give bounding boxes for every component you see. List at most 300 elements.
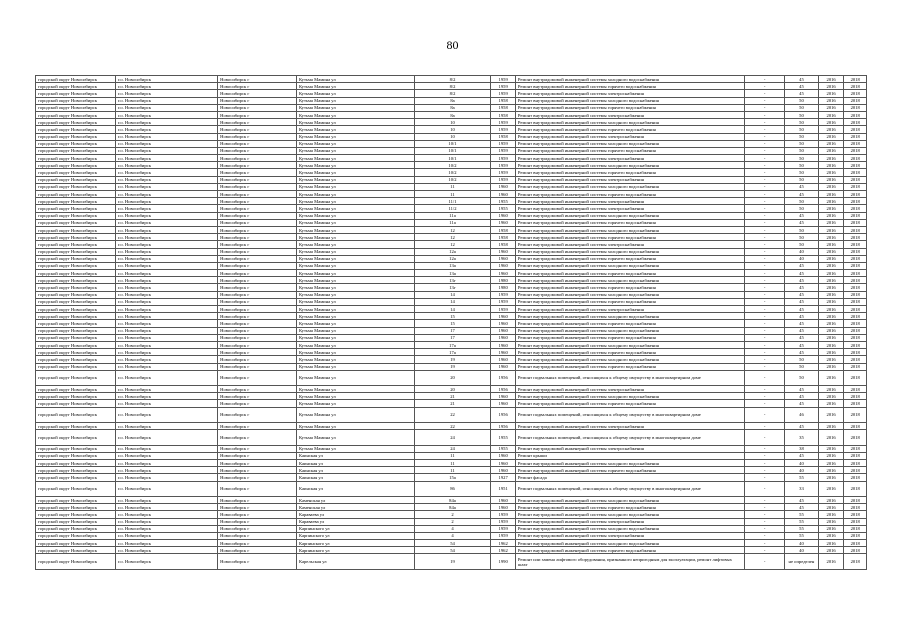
settlement-cell: г.о. Новосибирск	[115, 363, 217, 370]
work-type-cell: Ремонт внутридомовой инженерной системы горячего водоснабжения	[515, 363, 744, 370]
municipality-cell: городской округ Новосибирск	[36, 481, 116, 496]
municipality-cell: городской округ Новосибирск	[36, 474, 116, 481]
street-cell: Кутьма Мамина ул	[296, 133, 414, 140]
table-row	[36, 341, 867, 348]
work-type-cell: Ремонт внутридомовой инженерной системы электроснабжения	[515, 198, 744, 205]
end-year-cell: 2018	[844, 306, 867, 313]
city-cell: Новосибирск г	[218, 76, 297, 83]
settlement-cell: г.о. Новосибирск	[115, 90, 217, 97]
end-year-cell: 2018	[844, 234, 867, 241]
settlement-cell: г.о. Новосибирск	[115, 400, 217, 407]
end-year-cell: 2018	[844, 126, 867, 133]
start-year-cell: 2016	[818, 126, 844, 133]
city-cell: Новосибирск г	[218, 400, 297, 407]
start-year-cell: 2016	[818, 234, 844, 241]
house-number-cell: 13г	[414, 277, 491, 284]
extra-cell: -	[745, 291, 785, 298]
table-row	[36, 270, 867, 277]
table-row	[36, 298, 867, 305]
municipality-cell: городской округ Новосибирск	[36, 162, 116, 169]
house-number-cell: 8а	[414, 97, 491, 104]
work-type-cell: Ремонт внутридомовой инженерной системы горячего водоснабжения	[515, 169, 744, 176]
start-year-cell: 2016	[818, 518, 844, 525]
house-number-cell: 13г	[414, 284, 491, 291]
settlement-cell: г.о. Новосибирск	[115, 341, 217, 348]
settlement-cell: г.о. Новосибирск	[115, 540, 217, 547]
settlement-cell: г.о. Новосибирск	[115, 284, 217, 291]
street-cell: Кутьма Мамина ул	[296, 119, 414, 126]
start-year-cell: 2016	[818, 97, 844, 104]
settlement-cell: г.о. Новосибирск	[115, 554, 217, 569]
street-cell: Кутьма Мамина ул	[296, 284, 414, 291]
settlement-cell: г.о. Новосибирск	[115, 474, 217, 481]
street-cell: Кутьма Мамина ул	[296, 83, 414, 90]
end-year-cell: 2018	[844, 270, 867, 277]
work-type-cell: Ремонт внутридомовой инженерной системы горячего водоснабжения	[515, 547, 744, 554]
table-row	[36, 191, 867, 198]
wear-percent-cell: 45	[785, 83, 819, 90]
table-row	[36, 393, 867, 400]
city-cell: Новосибирск г	[218, 393, 297, 400]
street-cell: Кутьма Мамина ул	[296, 147, 414, 154]
settlement-cell: г.о. Новосибирск	[115, 504, 217, 511]
table-row	[36, 248, 867, 255]
work-type-cell: Ремонт внутридомовой инженерной системы электроснабжения	[515, 176, 744, 183]
house-number-cell: 12	[414, 241, 491, 248]
extra-cell: -	[745, 262, 785, 269]
municipality-cell: городской округ Новосибирск	[36, 234, 116, 241]
end-year-cell: 2018	[844, 554, 867, 569]
end-year-cell: 2018	[844, 198, 867, 205]
end-year-cell: 2018	[844, 327, 867, 334]
wear-percent-cell: 50	[785, 155, 819, 162]
table-row	[36, 83, 867, 90]
build-year-cell: 1956	[491, 370, 516, 385]
table-body	[36, 76, 867, 570]
street-cell: Кутьма Мамина ул	[296, 111, 414, 118]
extra-cell: -	[745, 467, 785, 474]
street-cell: Кутьма Мамина ул	[296, 327, 414, 334]
work-type-cell: Ремонт внутридомовой инженерной системы холодного водоснабжения	[515, 341, 744, 348]
wear-percent-cell: 50	[785, 97, 819, 104]
work-type-cell: Ремонт внутридомовой инженерной системы горячего водоснабжения	[515, 104, 744, 111]
work-type-cell: Ремонт внутридомовой инженерной системы холодного водоснабжения	[515, 248, 744, 255]
settlement-cell: г.о. Новосибирск	[115, 356, 217, 363]
street-cell: Кутьма Мамина ул	[296, 198, 414, 205]
start-year-cell: 2016	[818, 140, 844, 147]
city-cell: Новосибирск г	[218, 423, 297, 430]
house-number-cell: 10/2	[414, 169, 491, 176]
table-row	[36, 407, 867, 422]
table-row	[36, 313, 867, 320]
start-year-cell: 2016	[818, 119, 844, 126]
settlement-cell: г.о. Новосибирск	[115, 176, 217, 183]
wear-percent-cell: 45	[785, 313, 819, 320]
build-year-cell: 1959	[491, 298, 516, 305]
wear-percent-cell: 45	[785, 386, 819, 393]
extra-cell: -	[745, 226, 785, 233]
work-type-cell: Ремонт внутридомовой инженерной системы холодного водоснабжения	[515, 119, 744, 126]
work-type-cell: Ремонт внутридомовой инженерной системы электроснабжения	[515, 306, 744, 313]
municipality-cell: городской округ Новосибирск	[36, 334, 116, 341]
extra-cell: -	[745, 212, 785, 219]
city-cell: Новосибирск г	[218, 386, 297, 393]
municipality-cell: городской округ Новосибирск	[36, 183, 116, 190]
start-year-cell: 2016	[818, 162, 844, 169]
start-year-cell: 2016	[818, 169, 844, 176]
start-year-cell: 2016	[818, 370, 844, 385]
street-cell: Кутьма Мамина ул	[296, 363, 414, 370]
street-cell: Кутьма Мамина ул	[296, 291, 414, 298]
wear-percent-cell: 45	[785, 306, 819, 313]
end-year-cell: 2018	[844, 320, 867, 327]
municipality-cell: городской округ Новосибирск	[36, 554, 116, 569]
street-cell: Кутьма Мамина ул	[296, 140, 414, 147]
wear-percent-cell: 45	[785, 212, 819, 219]
city-cell: Новосибирск г	[218, 467, 297, 474]
city-cell: Новосибирск г	[218, 430, 297, 445]
wear-percent-cell: 55	[785, 532, 819, 539]
city-cell: Новосибирск г	[218, 474, 297, 481]
end-year-cell: 2018	[844, 511, 867, 518]
municipality-cell: городской округ Новосибирск	[36, 452, 116, 459]
start-year-cell: 2016	[818, 481, 844, 496]
municipality-cell: городской округ Новосибирск	[36, 298, 116, 305]
extra-cell: -	[745, 83, 785, 90]
build-year-cell: 1956	[491, 386, 516, 393]
start-year-cell: 2016	[818, 504, 844, 511]
table-row	[36, 262, 867, 269]
table-row	[36, 212, 867, 219]
end-year-cell: 2018	[844, 386, 867, 393]
start-year-cell: 2016	[818, 104, 844, 111]
street-cell: Карпинского ул	[296, 547, 414, 554]
municipality-cell: городской округ Новосибирск	[36, 169, 116, 176]
house-number-cell: 11/1	[414, 198, 491, 205]
wear-percent-cell: 45	[785, 334, 819, 341]
end-year-cell: 2018	[844, 341, 867, 348]
wear-percent-cell: 45	[785, 423, 819, 430]
table-row	[36, 386, 867, 393]
start-year-cell: 2016	[818, 400, 844, 407]
table-row	[36, 277, 867, 284]
extra-cell: -	[745, 104, 785, 111]
city-cell: Новосибирск г	[218, 313, 297, 320]
end-year-cell: 2018	[844, 133, 867, 140]
wear-percent-cell: 50	[785, 126, 819, 133]
wear-percent-cell: 50	[785, 119, 819, 126]
city-cell: Новосибирск г	[218, 540, 297, 547]
table-row	[36, 291, 867, 298]
street-cell: Кутьма Мамина ул	[296, 255, 414, 262]
build-year-cell: 1958	[491, 234, 516, 241]
build-year-cell: 1959	[491, 90, 516, 97]
street-cell: Кутьма Мамина ул	[296, 313, 414, 320]
end-year-cell: 2018	[844, 547, 867, 554]
house-number-cell: 4	[414, 532, 491, 539]
build-year-cell: 1958	[491, 104, 516, 111]
settlement-cell: г.о. Новосибирск	[115, 226, 217, 233]
settlement-cell: г.о. Новосибирск	[115, 97, 217, 104]
house-number-cell: 19	[414, 363, 491, 370]
table-row	[36, 532, 867, 539]
start-year-cell: 2016	[818, 525, 844, 532]
house-number-cell: 10	[414, 126, 491, 133]
end-year-cell: 2018	[844, 147, 867, 154]
street-cell: Кутьма Мамина ул	[296, 277, 414, 284]
extra-cell: -	[745, 504, 785, 511]
municipality-cell: городской округ Новосибирск	[36, 547, 116, 554]
work-type-cell: Ремонт внутридомовой инженерной системы горячего водоснабжения	[515, 83, 744, 90]
house-number-cell: 11	[414, 191, 491, 198]
build-year-cell: 1959	[491, 532, 516, 539]
house-number-cell: 12	[414, 226, 491, 233]
work-type-cell: Ремонт внутридомовой инженерной системы горячего водоснабжения	[515, 334, 744, 341]
street-cell: Карпинского ул	[296, 532, 414, 539]
table-row	[36, 481, 867, 496]
build-year-cell: 1960	[491, 191, 516, 198]
work-type-cell: Ремонт внутридомовой инженерной системы холодного водоснабжения	[515, 525, 744, 532]
build-year-cell: 1960	[491, 459, 516, 466]
city-cell: Новосибирск г	[218, 407, 297, 422]
street-cell: Кутьма Мамина ул	[296, 334, 414, 341]
table-row	[36, 349, 867, 356]
extra-cell: -	[745, 445, 785, 452]
work-type-cell: Ремонт внутридомовой инженерной системы холодного водоснабжения	[515, 540, 744, 547]
build-year-cell: 1959	[491, 176, 516, 183]
start-year-cell: 2016	[818, 277, 844, 284]
end-year-cell: 2018	[844, 393, 867, 400]
city-cell: Новосибирск г	[218, 554, 297, 569]
build-year-cell: 1990	[491, 554, 516, 569]
end-year-cell: 2018	[844, 97, 867, 104]
street-cell: Кутьма Мамина ул	[296, 90, 414, 97]
settlement-cell: г.о. Новосибирск	[115, 147, 217, 154]
work-type-cell: Ремонт внутридомовой инженерной системы электроснабжения	[515, 241, 744, 248]
work-type-cell: Ремонт внутридомовой инженерной системы холодного водоснабжения	[515, 140, 744, 147]
street-cell: Кутьма Мамина ул	[296, 349, 414, 356]
work-type-cell: Ремонт внутридомовой инженерной системы электроснабжения	[515, 133, 744, 140]
wear-percent-cell: 45	[785, 76, 819, 83]
start-year-cell: 2016	[818, 176, 844, 183]
table-row	[36, 518, 867, 525]
municipality-cell: городской округ Новосибирск	[36, 313, 116, 320]
page-number: 80	[446, 38, 459, 52]
work-type-cell: Ремонт внутридомовой инженерной системы горячего водоснабжения	[515, 270, 744, 277]
extra-cell: -	[745, 191, 785, 198]
extra-cell: -	[745, 430, 785, 445]
street-cell: Каинская ул	[296, 459, 414, 466]
house-number-cell: 13а	[414, 270, 491, 277]
extra-cell: -	[745, 90, 785, 97]
build-year-cell: 1956	[491, 407, 516, 422]
city-cell: Новосибирск г	[218, 219, 297, 226]
work-type-cell: Ремонт внутридомовой инженерной системы электроснабжения	[515, 386, 744, 393]
city-cell: Новосибирск г	[218, 452, 297, 459]
build-year-cell: 1959	[491, 119, 516, 126]
city-cell: Новосибирск г	[218, 97, 297, 104]
table-row	[36, 219, 867, 226]
wear-percent-cell: 38	[785, 445, 819, 452]
street-cell: Кутьма Мамина ул	[296, 191, 414, 198]
street-cell: Кутьма Мамина ул	[296, 356, 414, 363]
work-type-cell: Ремонт внутридомовой инженерной системы электроснабжения	[515, 205, 744, 212]
end-year-cell: 2018	[844, 226, 867, 233]
table-row	[36, 111, 867, 118]
extra-cell: -	[745, 183, 785, 190]
build-year-cell: 1980	[491, 284, 516, 291]
end-year-cell: 2018	[844, 212, 867, 219]
settlement-cell: г.о. Новосибирск	[115, 518, 217, 525]
work-type-cell: Ремонт внутридомовой инженерной системы горячего водоснабжения	[515, 147, 744, 154]
settlement-cell: г.о. Новосибирск	[115, 234, 217, 241]
table-row	[36, 90, 867, 97]
build-year-cell: 1959	[491, 518, 516, 525]
work-type-cell: Ремонт внутридомовой инженерной системы холодного водоснабжения	[515, 356, 744, 363]
municipality-cell: городской округ Новосибирск	[36, 147, 116, 154]
table-row	[36, 370, 867, 385]
table-row	[36, 147, 867, 154]
work-type-cell: Ремонт внутридомовой инженерной системы горячего водоснабжения	[515, 349, 744, 356]
street-cell: Кутьма Мамина ул	[296, 205, 414, 212]
end-year-cell: 2018	[844, 183, 867, 190]
wear-percent-cell: не определен	[785, 554, 819, 569]
end-year-cell: 2018	[844, 452, 867, 459]
extra-cell: -	[745, 547, 785, 554]
municipality-cell: городской округ Новосибирск	[36, 363, 116, 370]
end-year-cell: 2018	[844, 284, 867, 291]
house-number-cell: 14	[414, 306, 491, 313]
municipality-cell: городской округ Новосибирск	[36, 205, 116, 212]
end-year-cell: 2018	[844, 445, 867, 452]
municipality-cell: городской округ Новосибирск	[36, 119, 116, 126]
work-type-cell: Ремонт внутридомовой инженерной системы электроснабжения	[515, 445, 744, 452]
end-year-cell: 2018	[844, 191, 867, 198]
extra-cell: -	[745, 481, 785, 496]
settlement-cell: г.о. Новосибирск	[115, 198, 217, 205]
build-year-cell: 1958	[491, 111, 516, 118]
extra-cell: -	[745, 111, 785, 118]
city-cell: Новосибирск г	[218, 363, 297, 370]
street-cell: Кутьма Мамина ул	[296, 400, 414, 407]
table-row	[36, 119, 867, 126]
wear-percent-cell: 55	[785, 474, 819, 481]
start-year-cell: 2016	[818, 532, 844, 539]
wear-percent-cell: 50	[785, 234, 819, 241]
extra-cell: -	[745, 248, 785, 255]
build-year-cell: 1955	[491, 205, 516, 212]
wear-percent-cell: 40	[785, 467, 819, 474]
house-number-cell: 10/2	[414, 176, 491, 183]
street-cell: Кутьма Мамина ул	[296, 407, 414, 422]
settlement-cell: г.о. Новосибирск	[115, 407, 217, 422]
settlement-cell: г.о. Новосибирск	[115, 119, 217, 126]
start-year-cell: 2016	[818, 212, 844, 219]
wear-percent-cell: 45	[785, 400, 819, 407]
wear-percent-cell: 50	[785, 147, 819, 154]
build-year-cell: 1927	[491, 474, 516, 481]
settlement-cell: г.о. Новосибирск	[115, 370, 217, 385]
work-type-cell: Ремонт внутридомовой инженерной системы холодного водоснабжения	[515, 459, 744, 466]
municipality-cell: городской округ Новосибирск	[36, 248, 116, 255]
extra-cell: -	[745, 349, 785, 356]
house-number-cell: 22	[414, 407, 491, 422]
street-cell: Кутьма Мамина ул	[296, 234, 414, 241]
build-year-cell: 1959	[491, 140, 516, 147]
municipality-cell: городской округ Новосибирск	[36, 226, 116, 233]
settlement-cell: г.о. Новосибирск	[115, 430, 217, 445]
municipality-cell: городской округ Новосибирск	[36, 111, 116, 118]
end-year-cell: 2018	[844, 169, 867, 176]
extra-cell: -	[745, 155, 785, 162]
table-row	[36, 525, 867, 532]
start-year-cell: 2016	[818, 191, 844, 198]
build-year-cell: 1959	[491, 155, 516, 162]
municipality-cell: городской округ Новосибирск	[36, 133, 116, 140]
work-type-cell: Ремонт внутридомовой инженерной системы холодного водоснабжения	[515, 226, 744, 233]
end-year-cell: 2018	[844, 370, 867, 385]
work-type-cell: Ремонт подвальных помещений, относящихся к общему имуществу в многоквартирном доме	[515, 430, 744, 445]
start-year-cell: 2016	[818, 291, 844, 298]
settlement-cell: г.о. Новосибирск	[115, 270, 217, 277]
table-row	[36, 445, 867, 452]
settlement-cell: г.о. Новосибирск	[115, 386, 217, 393]
settlement-cell: г.о. Новосибирск	[115, 255, 217, 262]
settlement-cell: г.о. Новосибирск	[115, 205, 217, 212]
extra-cell: -	[745, 306, 785, 313]
city-cell: Новосибирск г	[218, 349, 297, 356]
table-row	[36, 400, 867, 407]
city-cell: Новосибирск г	[218, 104, 297, 111]
street-cell: Каинская ул	[296, 467, 414, 474]
wear-percent-cell: 50	[785, 133, 819, 140]
municipality-cell: городской округ Новосибирск	[36, 341, 116, 348]
end-year-cell: 2018	[844, 291, 867, 298]
house-number-cell: 84а	[414, 504, 491, 511]
street-cell: Каинская ул	[296, 481, 414, 496]
extra-cell: -	[745, 532, 785, 539]
house-number-cell: 10/1	[414, 140, 491, 147]
table-row	[36, 169, 867, 176]
city-cell: Новосибирск г	[218, 162, 297, 169]
city-cell: Новосибирск г	[218, 511, 297, 518]
municipality-cell: городской округ Новосибирск	[36, 511, 116, 518]
city-cell: Новосибирск г	[218, 147, 297, 154]
work-type-cell: Ремонт внутридомовой инженерной системы холодного водоснабжения	[515, 327, 744, 334]
street-cell: Кутьма Мамина ул	[296, 430, 414, 445]
extra-cell: -	[745, 496, 785, 503]
start-year-cell: 2016	[818, 334, 844, 341]
city-cell: Новосибирск г	[218, 248, 297, 255]
extra-cell: -	[745, 393, 785, 400]
street-cell: Кутьма Мамина ул	[296, 76, 414, 83]
house-number-cell: 8а	[414, 111, 491, 118]
street-cell: Каинская ул	[296, 452, 414, 459]
house-number-cell: 24	[414, 445, 491, 452]
city-cell: Новосибирск г	[218, 212, 297, 219]
build-year-cell: 1960	[491, 248, 516, 255]
table-row	[36, 540, 867, 547]
start-year-cell: 2016	[818, 183, 844, 190]
settlement-cell: г.о. Новосибирск	[115, 525, 217, 532]
extra-cell: -	[745, 540, 785, 547]
house-number-cell: 2	[414, 511, 491, 518]
city-cell: Новосибирск г	[218, 445, 297, 452]
start-year-cell: 2016	[818, 511, 844, 518]
start-year-cell: 2016	[818, 327, 844, 334]
settlement-cell: г.о. Новосибирск	[115, 248, 217, 255]
municipality-cell: городской округ Новосибирск	[36, 270, 116, 277]
